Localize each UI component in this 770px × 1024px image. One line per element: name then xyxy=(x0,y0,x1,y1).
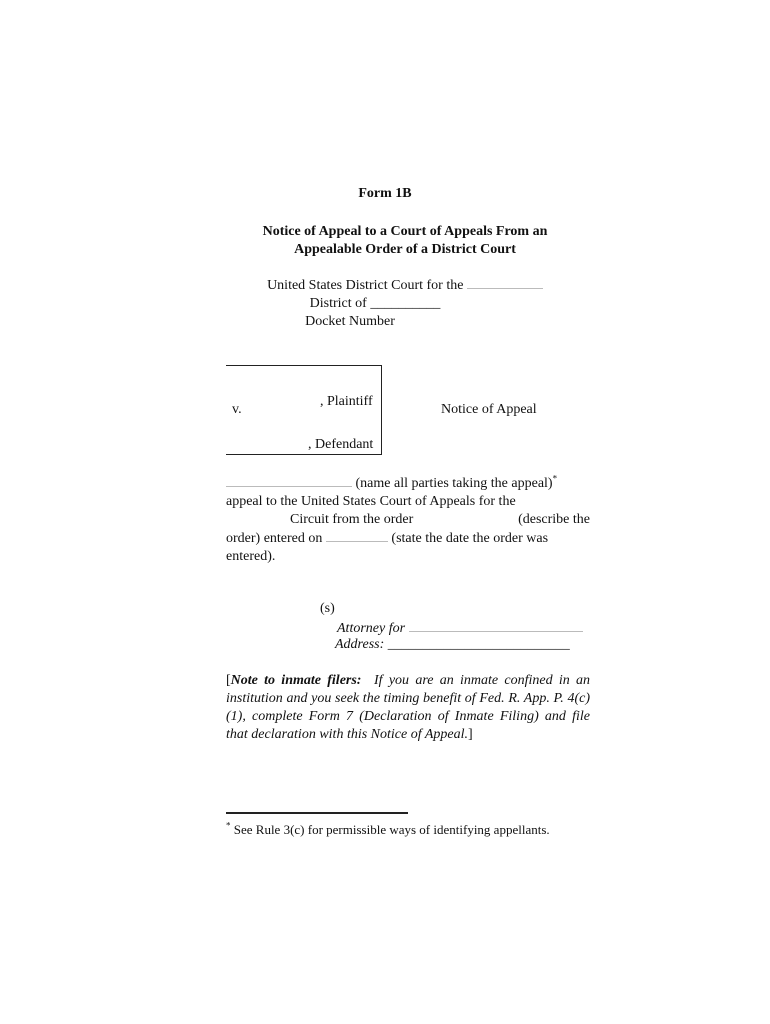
body-line-3-text-a: Circuit from the order xyxy=(290,512,414,527)
form-subtitle-line-1: Notice of Appeal to a Court of Appeals From an xyxy=(262,224,548,239)
defendant-label: , Defendant xyxy=(308,437,374,452)
address-blank[interactable]: __________________________ xyxy=(387,637,570,652)
footnote xyxy=(226,822,606,838)
attorney-for-line xyxy=(337,619,583,637)
body-line-2: appeal to the United States Court of Appeals for the xyxy=(226,494,516,509)
footnote-reference: * xyxy=(552,473,558,484)
address-label: Address: xyxy=(335,637,385,652)
notice-of-appeal-label: Notice of Appeal xyxy=(441,402,537,417)
docket-number: Docket Number xyxy=(305,314,395,329)
versus-label: v. xyxy=(232,402,242,417)
signature-line: (s) xyxy=(320,601,335,616)
notice-body xyxy=(226,474,590,566)
address-line xyxy=(335,637,570,653)
appellants-blank[interactable] xyxy=(226,474,352,487)
form-title: Form 1B xyxy=(358,186,412,201)
court-line-1 xyxy=(0,276,770,295)
footnote-mark: * xyxy=(226,820,231,831)
body-line-4-text-b: (state the date the order was xyxy=(391,531,549,546)
note-text: If you are an inmate confined in an institution and you seek the timing benefit of Fed. R. App. P. 4(c)(1), complete Form 7 (Declaration of Inmate Filing) and file that declaration with this Notice of Appeal. xyxy=(226,673,591,742)
court-line-2 xyxy=(0,295,770,313)
plaintiff-label: , Plaintiff xyxy=(320,394,373,409)
date-entered-blank[interactable] xyxy=(326,529,388,542)
caption-top-rule xyxy=(226,365,382,366)
inmate-filer-note xyxy=(226,672,590,744)
body-line-4 xyxy=(226,529,590,548)
form-subtitle-line-2: Appealable Order of a District Court xyxy=(294,242,516,257)
form-subtitle xyxy=(0,223,770,259)
attorney-for-blank[interactable] xyxy=(409,619,583,632)
court-line-1-text: United States District Court for the xyxy=(267,278,464,293)
caption-right-rule xyxy=(381,365,382,455)
district-name-blank[interactable] xyxy=(467,276,543,289)
body-line-3 xyxy=(226,511,590,529)
footnote-text: See Rule 3(c) for permissible ways of identifying appellants. xyxy=(230,822,550,837)
district-of-blank[interactable]: __________ xyxy=(370,296,441,311)
body-line-5: entered). xyxy=(226,549,276,564)
note-open-bracket: [ xyxy=(226,673,231,688)
attorney-for-label: Attorney for xyxy=(337,621,406,636)
court-line-2-text: District of xyxy=(309,296,367,311)
body-line-1 xyxy=(226,474,590,493)
caption-bottom-rule xyxy=(226,454,382,455)
court-heading xyxy=(0,276,770,331)
body-line-4-text-a: order) entered on xyxy=(226,531,323,546)
body-line-3-text-b: (describe the xyxy=(518,512,590,527)
note-heading: Note to inmate filers: xyxy=(230,673,362,688)
body-line-1-text: (name all parties taking the appeal) xyxy=(355,476,553,491)
note-close-bracket: ] xyxy=(468,727,473,742)
footnote-separator xyxy=(226,812,408,814)
